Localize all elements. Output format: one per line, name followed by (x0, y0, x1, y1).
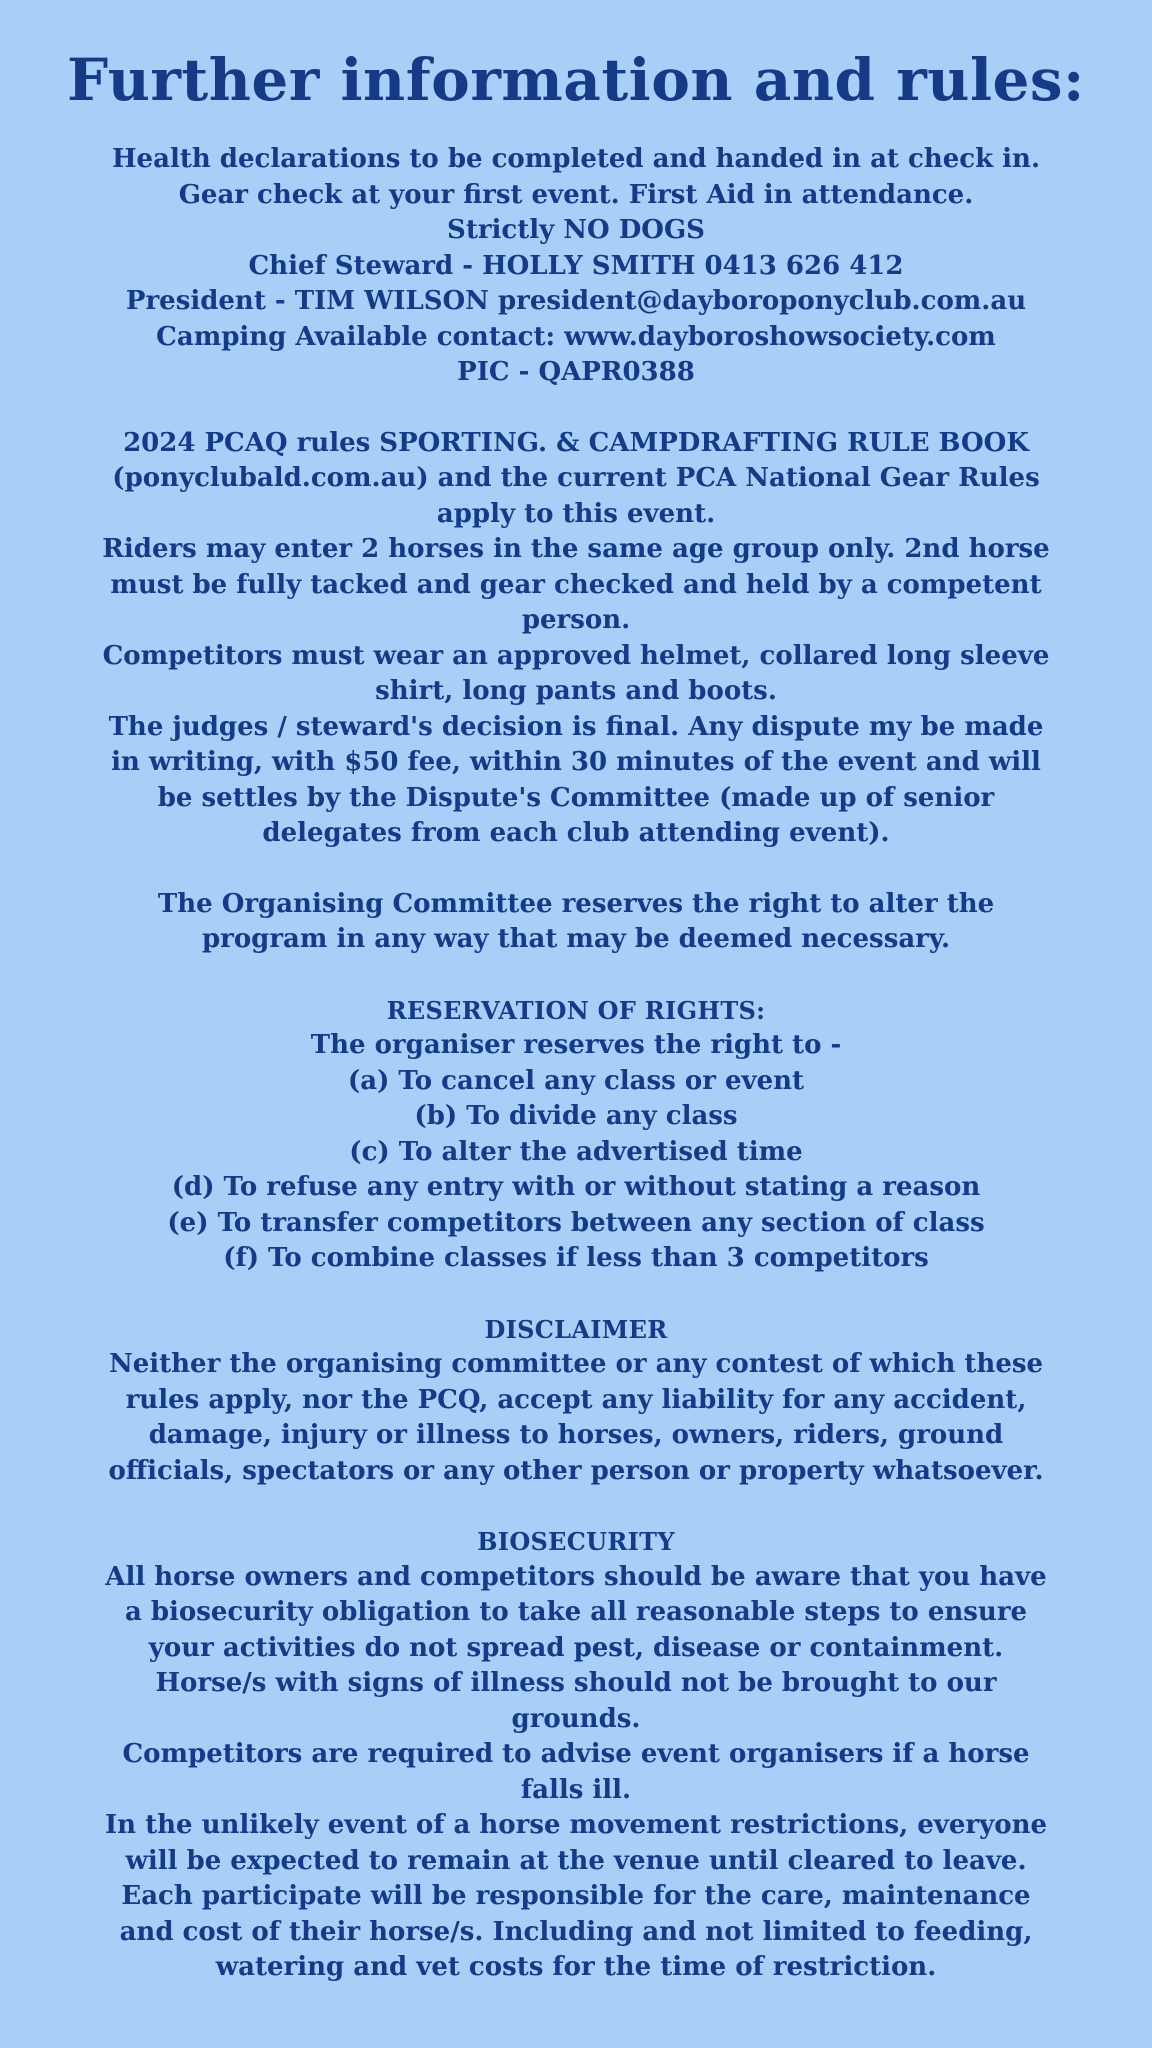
rules-line: Competitors must wear an approved helmet, collared long sleeve (102, 640, 1050, 671)
intro-line: PIC - QAPR0388 (457, 357, 695, 387)
biosecurity-line: Horse/s with signs of illness should not be brought to our (155, 1668, 997, 1698)
disclaimer-line: officials, spectators or any other person or property whatsoever. (108, 1455, 1044, 1486)
rules-line: delegates from each club attending event). (262, 818, 890, 848)
organising-line: program in any way that may be deemed necessary. (201, 924, 951, 954)
reservation-line: (c) To alter the advertised time (349, 1136, 803, 1167)
intro-line: Gear check at your first event. First Aid in attendance. (178, 179, 974, 210)
biosecurity-line: falls ill. (520, 1774, 632, 1805)
biosecurity-line: a biosecurity obligation to take all reasonable steps to ensure (124, 1597, 1028, 1627)
spacer (0, 1277, 1152, 1312)
spacer (0, 958, 1152, 993)
biosecurity-line: Competitors are required to advise event organisers if a horse (122, 1739, 1030, 1769)
rules-line: apply to this event. (436, 498, 716, 529)
rules-line: person. (521, 605, 631, 635)
biosecurity-line: In the unlikely event of a horse movement restrictions, everyone (104, 1810, 1048, 1840)
rules-line: Riders may enter 2 horses in the same age group only. 2nd horse (102, 534, 1050, 564)
biosecurity-line: will be expected to remain at the venue until cleared to leave. (125, 1845, 1027, 1876)
disclaimer-line: Neither the organising committee or any contest of which these (108, 1349, 1044, 1379)
organising-line: The Organising Committee reserves the right to alter the (157, 888, 995, 919)
biosecurity-heading: BIOSECURITY (477, 1527, 675, 1556)
spacer (0, 1489, 1152, 1524)
rules-line: must be fully tacked and gear checked and held by a competent (110, 569, 1042, 600)
biosecurity-line: grounds. (511, 1703, 641, 1734)
disclaimer-heading: DISCLAIMER (484, 1314, 668, 1344)
intro-line: Camping Available contact: www.dayboroshowsociety.com (156, 321, 996, 352)
reservation-section (0, 993, 1152, 1277)
biosecurity-line: your activities do not spread pest, disease or containment. (148, 1632, 1004, 1663)
rules-line: The judges / steward's decision is final. Any dispute my be made (108, 711, 1044, 742)
biosecurity-line: All horse owners and competitors should be aware that you have (105, 1561, 1047, 1592)
reservation-heading: RESERVATION OF RIGHTS: (386, 995, 766, 1025)
rules-section (0, 426, 1152, 852)
disclaimer-line: rules apply, nor the PCQ, accept any liability for any accident, (125, 1384, 1027, 1415)
intro-line: President - TIM WILSON president@dayboroponyclub.com.au (125, 286, 1027, 316)
reservation-line: (d) To refuse any entry with or without stating a reason (171, 1172, 981, 1202)
disclaimer-line: damage, injury or illness to horses, owners, riders, ground (148, 1420, 1004, 1450)
page-title: Further information and rules: (67, 46, 1085, 114)
reservation-line: (a) To cancel any class or event (347, 1065, 805, 1096)
organising-section (0, 887, 1152, 958)
biosecurity-line: Each participate will be responsible for the care, maintenance (121, 1881, 1031, 1911)
intro-line: Chief Steward - HOLLY SMITH 0413 626 412 (248, 250, 904, 281)
rules-line: be settles by the Dispute's Committee (made up of senior (157, 782, 995, 813)
reservation-line: The organiser reserves the right to - (310, 1030, 842, 1060)
rules-line: shirt, long pants and boots. (375, 676, 777, 706)
spacer (0, 852, 1152, 887)
intro-line: Strictly NO DOGS (447, 215, 705, 245)
rules-line: 2024 PCAQ rules SPORTING. & CAMPDRAFTING RULE BOOK (123, 427, 1029, 458)
reservation-line: (f) To combine classes if less than 3 competitors (223, 1243, 929, 1273)
reservation-line: (b) To divide any class (414, 1101, 738, 1131)
rules-line: (ponyclubald.com.au) and the current PCA National Gear Rules (112, 463, 1040, 493)
biosecurity-line: and cost of their horse/s. Including and not limited to feeding, (119, 1916, 1033, 1947)
intro-section (0, 142, 1152, 391)
reservation-line: (e) To transfer competitors between any section of class (167, 1207, 985, 1238)
disclaimer-section (0, 1312, 1152, 1490)
biosecurity-line: watering and vet costs for the time of restriction. (215, 1952, 937, 1982)
rules-line: in writing, with $50 fee, within 30 minutes of the event and will (111, 747, 1041, 777)
intro-line: Health declarations to be completed and handed in at check in. (111, 144, 1040, 174)
biosecurity-section (0, 1524, 1152, 1986)
spacer (0, 391, 1152, 426)
